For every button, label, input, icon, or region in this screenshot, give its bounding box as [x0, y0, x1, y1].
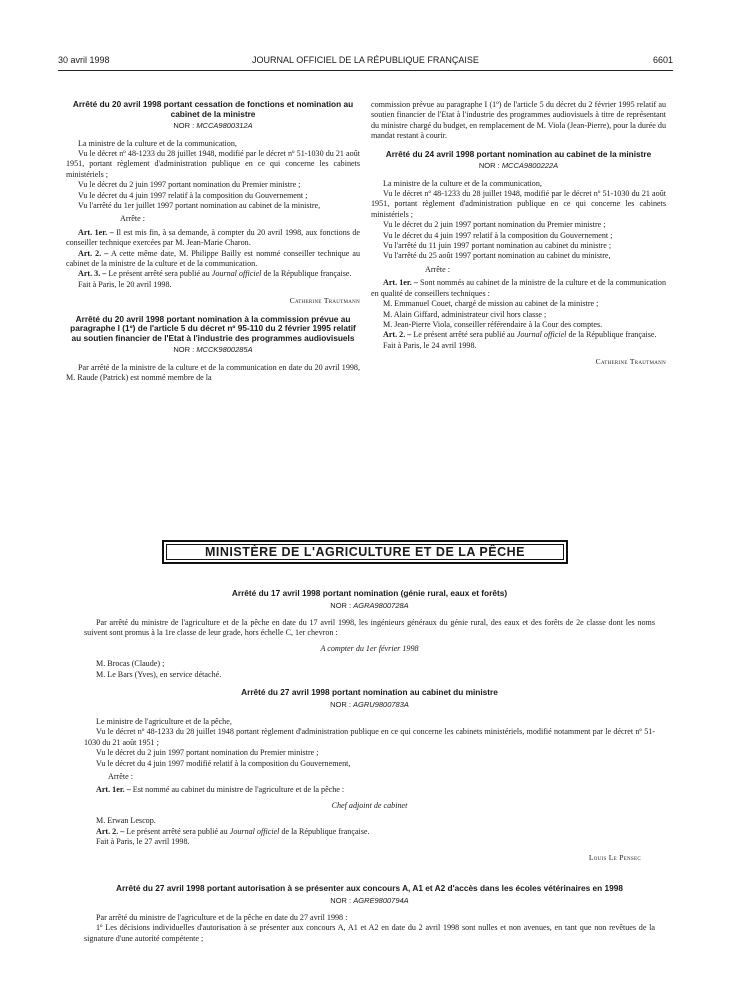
- article-title: Arrêté du 27 avril 1998 portant autorisation à se présenter aux concours A, A1 et A2 d'accès dans les écoles vétérinaires en 1998: [116, 883, 623, 893]
- ministry-name: MINISTÈRE DE L'AGRICULTURE ET DE LA PÊCHE: [204, 545, 525, 559]
- nor-code: MCCA9800222A: [501, 161, 559, 171]
- article-label: Art. 2. –: [383, 330, 412, 340]
- done-at: Fait à Paris, le 20 avril 1998.: [78, 279, 172, 289]
- article-text: Est nommé au cabinet du ministre de l'agriculture et de la pêche :: [132, 785, 345, 795]
- paragraph: Vu l'arrêté du 1er juillet 1997 portant nomination au cabinet de la ministre,: [78, 201, 321, 211]
- left-column: [66, 100, 360, 384]
- article-1: [84, 785, 655, 795]
- article-title: Arrêté du 17 avril 1998 portant nomination (génie rural, eaux et forêts): [231, 588, 508, 598]
- nor-label: NOR :: [478, 161, 500, 171]
- nominee: M. Le Bars (Yves), en service détaché.: [96, 669, 222, 679]
- nominee: M. Emmanuel Couet, chargé de mission au cabinet de la ministre ;: [383, 299, 599, 309]
- journal-title: JOURNAL OFFICIEL DE LA RÉPUBLIQUE FRANÇAISE: [252, 55, 479, 65]
- article-text: de la République française.: [568, 330, 657, 340]
- article-2: [66, 249, 360, 270]
- nor-label: NOR :: [330, 600, 352, 610]
- article-concours-veterinaires: [84, 884, 655, 944]
- article-title: Arrêté du 24 avril 1998 portant nomination au cabinet de la ministre: [385, 148, 652, 159]
- signature: Louis Le Pensec: [588, 853, 641, 863]
- article-label: Art. 2. –: [78, 248, 109, 258]
- paragraph: Vu l'arrêté du 25 août 1997 portant nomination au cabinet du ministre,: [383, 251, 611, 261]
- article-text: A cette même date, M. Philippe Bailly est nommé conseiller technique au cabinet de la ministre de la culture et de la communication.: [66, 248, 361, 269]
- arrete-heading: Arrête :: [108, 772, 133, 782]
- paragraph: La ministre de la culture et de la communication,: [383, 178, 542, 188]
- nor-label: NOR :: [173, 345, 195, 355]
- article-label: Art. 3. –: [78, 269, 107, 279]
- nor-code: AGRU9800783A: [353, 699, 409, 709]
- paragraph: Vu le décret du 2 juin 1997 portant nomination du Premier ministre ;: [383, 220, 606, 230]
- article-label: Art. 1er. –: [78, 227, 114, 237]
- article-title: Arrêté du 27 avril 1998 portant nomination au cabinet du ministre: [241, 687, 498, 697]
- nor-reference: [84, 601, 655, 611]
- article-1: [66, 228, 360, 249]
- article-text: de la République française.: [263, 269, 352, 279]
- article-text: Le présent arrêté sera publié au: [108, 269, 210, 279]
- paragraph: Vu le décret du 2 juin 1997 portant nomination du Premier ministre ;: [78, 180, 301, 190]
- paragraph: 1º Les décisions individuelles d'autorisation à se présenter aux concours A, A1 et A2 en date du 2 avril 1998 sont nulles et non avenues, en tant que non revêtues de la signature d'une autorité compétente ;: [84, 923, 655, 943]
- article-nomination-cabinet: [371, 150, 666, 368]
- paragraph: Par arrêté du ministre de l'agriculture et de la pêche en date du 17 avril 1998, les ingénieurs généraux du génie rural, des eaux et des forêts de 2e classe dont les noms suivent sont promus à la 1re classe de leur grade, hors échelle C, 1er chevron :: [84, 618, 655, 638]
- article-label: Art. 1er. –: [383, 278, 418, 288]
- nominee: M. Erwan Lescop.: [96, 816, 156, 826]
- article-2: [371, 330, 666, 340]
- article-label: Art. 1er. –: [96, 785, 131, 795]
- nor-label: NOR :: [330, 895, 352, 905]
- journal-reference: Journal officiel: [211, 269, 262, 279]
- arrete-heading: Arrête :: [425, 264, 450, 274]
- nor-code: MCCA9800312A: [196, 121, 253, 131]
- nor-code: MCCK9800285A: [196, 345, 253, 355]
- arrete-heading: Arrête :: [120, 214, 145, 224]
- paragraph: Vu le décret du 4 juin 1997 modifié relatif à la composition du Gouvernement,: [96, 758, 351, 768]
- article-title: Arrêté du 20 avril 1998 portant cessation de fonctions et nomination au cabinet de la ministre: [72, 99, 354, 119]
- paragraph: La ministre de la culture et de la communication,: [78, 138, 237, 148]
- article-text: Il est mis fin, à sa demande, à compter du 20 avril 1998, aux fonctions de conseiller technique exercées par M. Jean-Marie Charon.: [66, 227, 361, 248]
- paragraph: Par arrêté du ministre de l'agriculture et de la pêche en date du 27 avril 1998 :: [96, 913, 348, 922]
- nor-reference: [84, 700, 655, 710]
- done-at: Fait à Paris, le 24 avril 1998.: [383, 340, 477, 350]
- nor-code: AGRA9800728A: [353, 600, 409, 610]
- nor-reference: [84, 896, 655, 906]
- ministry-heading: [162, 540, 568, 564]
- article-1: [371, 278, 666, 299]
- nominee: M. Brocas (Claude) ;: [96, 659, 165, 669]
- subheading: Chef adjoint de cabinet: [331, 800, 408, 810]
- paragraph: Vu le décret nº 48-1233 du 28 juillet 1948 portant règlement d'administration publique en ce qui concerne les cabinets ministériels, modifié notamment par le décret nº 51-1030 du 21 août 1951 ;: [84, 727, 655, 747]
- paragraph-continuation: commission prévue au paragraphe I (1º) de l'article 5 du décret du 2 février 1995 relatif au soutien financier de l'Etat à l'industrie des programmes audiovisuels à titre de représentant du ministre chargé du budget, en remplacement de M. Viola (Jean-Pierre), pour la durée du mandat restant à courir.: [371, 100, 666, 141]
- article-3: [66, 269, 360, 279]
- paragraph: Vu le décret nº 48-1233 du 28 juillet 1948, modifié par le décret nº 51-1030 du 21 août 1951, portant règlement d'administration publique en ce qui concerne les cabinets ministériels ;: [66, 149, 360, 179]
- paragraph: Le ministre de l'agriculture et de la pêche,: [96, 717, 232, 726]
- nor-reference: [371, 161, 666, 171]
- article-cessation-fonctions: [66, 100, 360, 307]
- nor-reference: [66, 345, 360, 355]
- article-text: Le présent arrêté sera publié au: [126, 826, 228, 836]
- paragraph: Vu le décret du 2 juin 1997 portant nomination du Premier ministre ;: [96, 748, 319, 758]
- header-rule: [58, 70, 673, 71]
- journal-reference: Journal officiel: [229, 826, 280, 836]
- paragraph: Vu l'arrêté du 11 juin 1997 portant nomination au cabinet du ministre ;: [383, 241, 612, 251]
- article-2: [84, 827, 655, 837]
- page-number: 6601: [652, 55, 673, 65]
- paragraph: Par arrêté de la ministre de la culture et de la communication en date du 20 avril 1998, M. Raude (Patrick) est nommé membre de la: [66, 362, 360, 383]
- article-title: Arrêté du 20 avril 1998 portant nomination à la commission prévue au paragraphe I (1º) de l'article 5 du décret nº 95-110 du 2 février 1995 relatif au soutien financier de l'Etat à l'industrie des programmes audiovisuels: [70, 313, 356, 343]
- paragraph: Vu le décret du 4 juin 1997 relatif à la composition du Gouvernement ;: [78, 190, 308, 200]
- article-text: Sont nommés au cabinet de la ministre de la culture et de la communication en qualité de conseillers techniques :: [371, 278, 666, 298]
- signature: Catherine Trautmann: [289, 296, 360, 306]
- signature: Catherine Trautmann: [595, 357, 666, 367]
- subheading: A compter du 1er février 1998: [320, 643, 419, 653]
- issue-date: 30 avril 1998: [58, 55, 110, 65]
- nominee: M. Alain Giffard, administrateur civil hors classe ;: [383, 309, 547, 319]
- page-header: [58, 55, 673, 71]
- nor-reference: [66, 121, 360, 131]
- article-nomination-cabinet-agriculture: [84, 688, 655, 864]
- article-label: Art. 2. –: [96, 826, 125, 836]
- article-text: Le présent arrêté sera publié au: [413, 330, 515, 340]
- article-nomination-genie-rural: [84, 589, 655, 680]
- article-text: de la République française.: [281, 826, 370, 836]
- nor-label: NOR :: [173, 121, 195, 131]
- nominee: M. Jean-Pierre Viola, conseiller référendaire à la Cour des comptes.: [383, 319, 603, 329]
- nor-label: NOR :: [330, 699, 351, 709]
- paragraph: Vu le décret nº 48-1233 du 28 juillet 1948, modifié par le décret nº 51-1030 du 21 août 1951, portant règlement d'administration publique en ce qui concerne les cabinets ministériels ;: [371, 189, 666, 219]
- nor-code: AGRE9800794A: [353, 895, 409, 905]
- article-commission-audiovisuel: [66, 315, 360, 384]
- journal-reference: Journal officiel: [516, 330, 567, 340]
- done-at: Fait à Paris, le 27 avril 1998.: [96, 837, 190, 847]
- right-column: [371, 100, 666, 368]
- paragraph: Vu le décret du 4 juin 1997 relatif à la composition du Gouvernement ;: [383, 230, 613, 240]
